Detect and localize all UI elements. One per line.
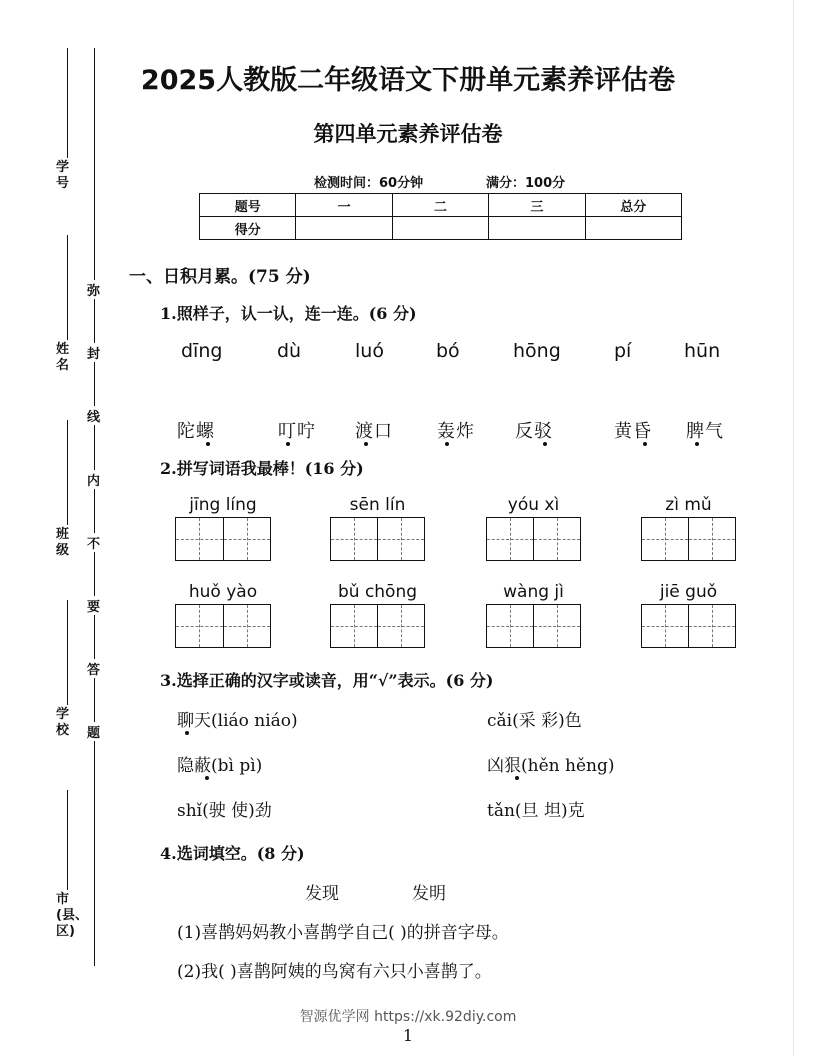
question-1-title: 1.照样子，认一认，连一连。(6 分) [160, 304, 417, 323]
emphasis-dot [695, 442, 699, 446]
score-input-cell[interactable] [392, 217, 488, 240]
exam-title: 2025人教版二年级语文下册单元素养评估卷 [140, 65, 676, 96]
margin-line [67, 420, 68, 525]
table-cell: 三 [489, 194, 585, 217]
emphasis-dot [445, 442, 449, 446]
seal-char: 封 [87, 343, 100, 362]
pinyin-item: luó [355, 340, 384, 362]
writing-grid[interactable] [486, 604, 581, 648]
box-pinyin: jīng líng [189, 495, 257, 515]
seal-char: 题 [87, 722, 100, 741]
emphasis-dot [286, 442, 290, 446]
question-3-title: 3.选择正确的汉字或读音，用“√”表示。(6 分) [160, 671, 494, 690]
box-pinyin: sēn lín [349, 495, 406, 515]
time-label: 检测时间：60分钟 [314, 176, 424, 191]
choice-item[interactable]: shǐ(驶 使)劲 [177, 801, 272, 821]
box-pinyin: yóu xì [507, 495, 560, 515]
choice-item[interactable]: 聊天(liáo niáo) [177, 711, 298, 731]
school-label: 学校 [56, 707, 72, 739]
word-item: 渡口 [355, 421, 393, 442]
table-cell: 得分 [200, 217, 296, 240]
emphasis-dot [206, 442, 210, 446]
seal-char: 线 [87, 406, 100, 425]
watermark-text: 智源优学网 https://xk.92diy.com [299, 1009, 517, 1025]
writing-grid[interactable] [175, 604, 271, 648]
writing-grid[interactable] [641, 517, 736, 561]
word-item: 反驳 [515, 421, 553, 442]
seal-char: 不 [87, 533, 100, 552]
score-table [199, 193, 682, 240]
writing-grid[interactable] [330, 517, 425, 561]
table-cell: 总分 [585, 194, 681, 217]
score-input-cell[interactable] [585, 217, 681, 240]
page-number: 1 [402, 1026, 414, 1045]
table-cell: 二 [392, 194, 488, 217]
city-label: 市(县、区) [56, 892, 88, 939]
word-item: 脾气 [686, 421, 724, 442]
pinyin-item: dīng [181, 340, 223, 362]
box-pinyin: wàng jì [503, 582, 564, 602]
fill-sentence-2[interactable]: (2)我( )喜鹊阿姨的鸟窝有六只小喜鹊了。 [177, 962, 492, 982]
emphasis-dot [515, 776, 519, 780]
emphasis-dot [364, 442, 368, 446]
pinyin-item: pí [614, 340, 632, 362]
writing-grid[interactable] [486, 517, 581, 561]
choice-item[interactable]: 凶狠(hěn hěng) [487, 756, 615, 776]
margin-line [67, 600, 68, 705]
student-id-label: 学号 [56, 160, 72, 192]
word-item: 轰炸 [437, 421, 475, 442]
pinyin-item: dù [277, 340, 302, 362]
box-pinyin: bǔ chōng [337, 582, 418, 602]
table-cell: 题号 [200, 194, 296, 217]
box-pinyin: zì mǔ [665, 495, 712, 515]
question-4-title: 4.选词填空。(8 分) [160, 844, 305, 863]
score-input-cell[interactable] [489, 217, 585, 240]
word-option: 发现 [305, 884, 339, 904]
class-label: 班级 [56, 527, 72, 559]
word-item: 黄昏 [614, 421, 652, 442]
writing-grid[interactable] [175, 517, 271, 561]
table-row [200, 217, 682, 240]
full-score-label: 满分：100分 [486, 176, 566, 191]
emphasis-dot [543, 442, 547, 446]
question-2-title: 2.拼写词语我最棒！(16 分) [160, 459, 364, 478]
name-label: 姓名 [56, 342, 72, 374]
box-pinyin: huǒ yào [188, 582, 258, 602]
seal-char: 答 [87, 659, 100, 678]
table-row [200, 194, 682, 217]
emphasis-dot [185, 731, 189, 735]
seal-char: 要 [87, 596, 100, 615]
word-item: 陀螺 [177, 421, 215, 442]
pinyin-item: hōng [513, 340, 561, 362]
pinyin-item: hūn [684, 340, 721, 362]
emphasis-dot [643, 442, 647, 446]
writing-grid[interactable] [330, 604, 425, 648]
choice-item[interactable]: cǎi(采 彩)色 [487, 711, 582, 731]
box-pinyin: jiē guǒ [659, 582, 718, 602]
choice-item[interactable]: tǎn(旦 坦)克 [487, 801, 585, 821]
score-input-cell[interactable] [296, 217, 392, 240]
seal-char: 内 [87, 470, 100, 489]
exam-subtitle: 第四单元素养评估卷 [313, 122, 503, 146]
word-item: 叮咛 [278, 421, 316, 442]
page-edge-line [793, 0, 794, 1056]
margin-line [67, 790, 68, 890]
writing-grid[interactable] [641, 604, 736, 648]
word-option: 发明 [412, 884, 446, 904]
section-heading: 一、日积月累。(75 分) [129, 267, 311, 287]
table-cell: 一 [296, 194, 392, 217]
fill-sentence-1[interactable]: (1)喜鹊妈妈教小喜鹊学自己( )的拼音字母。 [177, 923, 509, 943]
choice-item[interactable]: 隐蔽(bì pì) [177, 756, 263, 776]
emphasis-dot [205, 776, 209, 780]
pinyin-item: bó [436, 340, 460, 362]
seal-char: 弥 [87, 280, 100, 299]
seal-line [94, 48, 95, 966]
margin-line [67, 235, 68, 340]
